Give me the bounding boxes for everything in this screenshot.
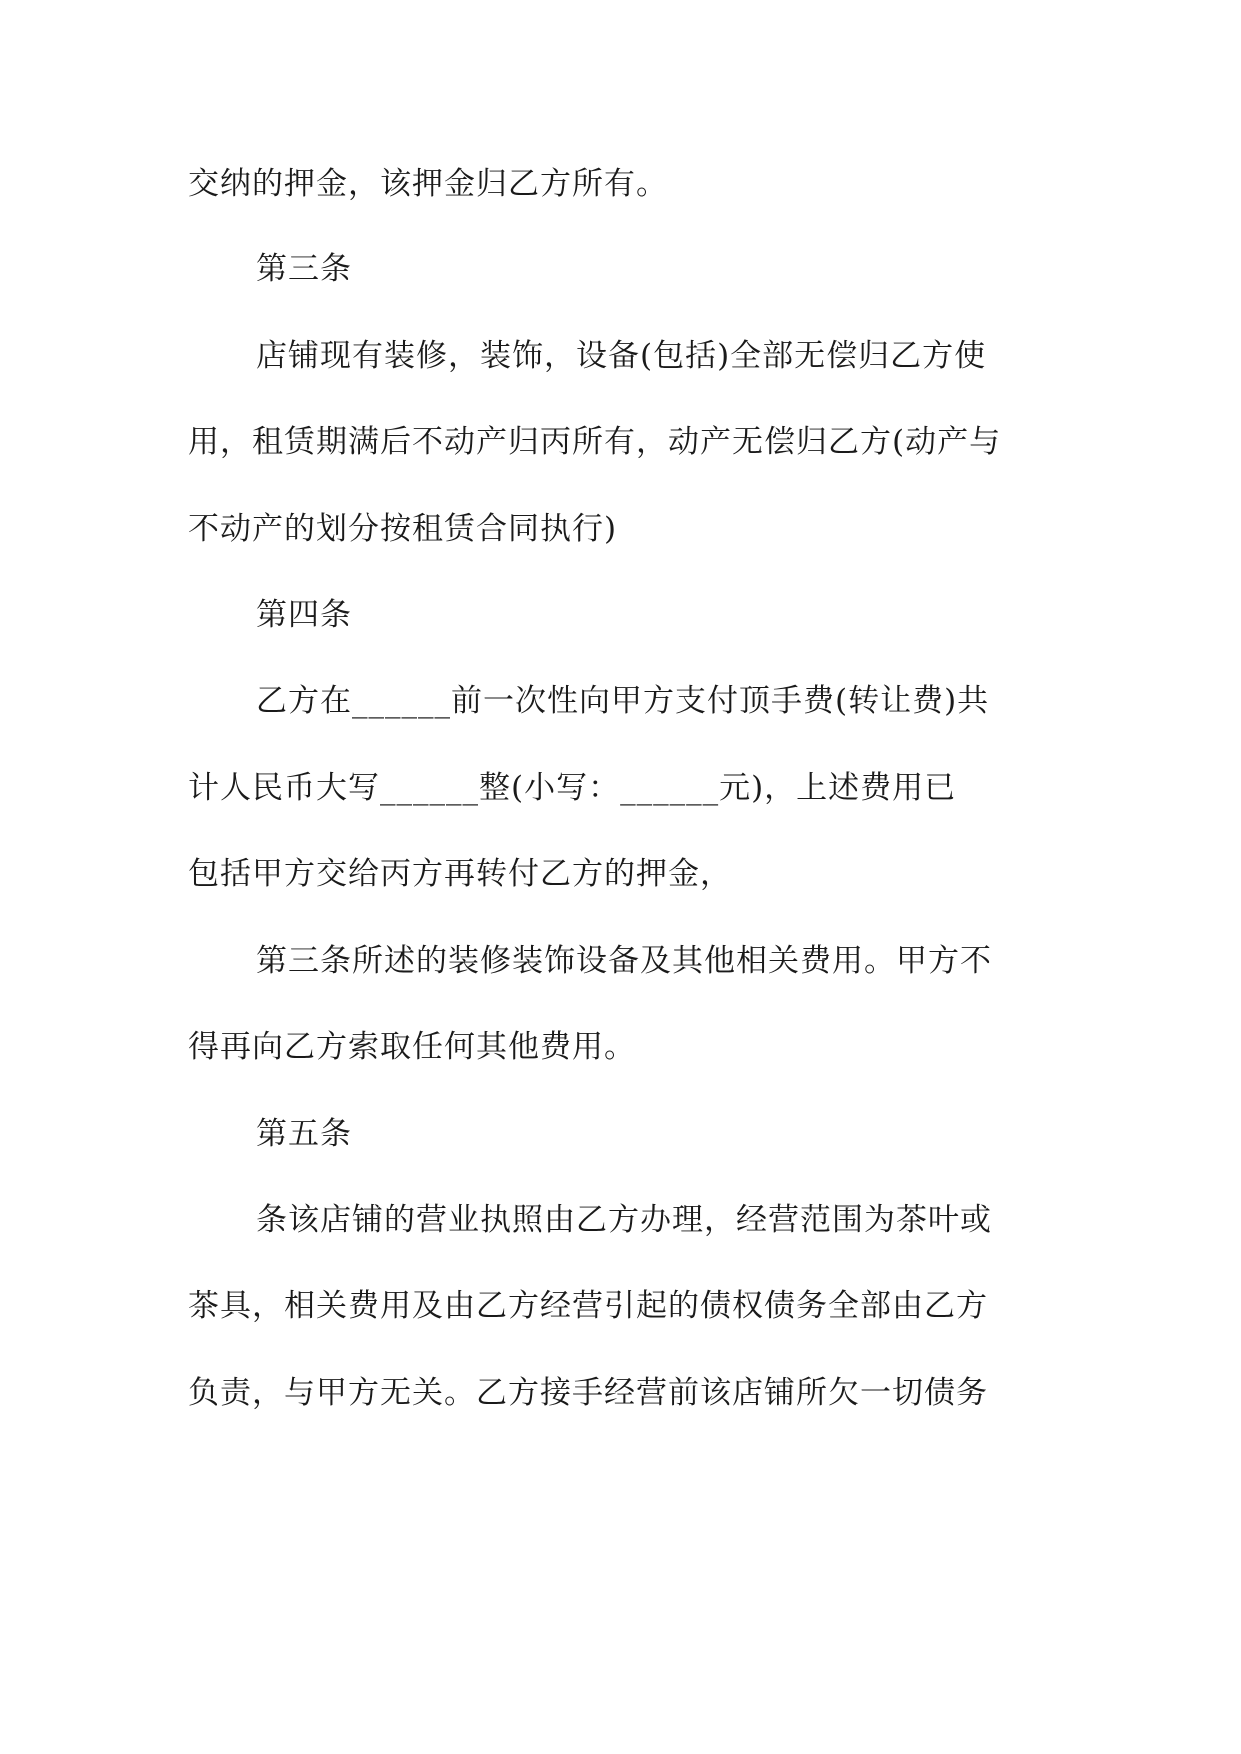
text-line-14: 茶具，相关费用及由乙方经营引起的债权债务全部由乙方 xyxy=(188,1288,988,1324)
text-line-15: 负责，与甲方无关。乙方接手经营前该店铺所欠一切债务 xyxy=(188,1375,988,1411)
text-line-3: 店铺现有装修，装饰，设备(包括)全部无偿归乙方使 xyxy=(256,338,987,374)
text-line-1: 交纳的押金，该押金归乙方所有。 xyxy=(188,166,668,202)
text-line-9: 包括甲方交给丙方再转付乙方的押金， xyxy=(188,856,732,892)
article-heading-3: 第三条 xyxy=(256,251,352,287)
text-line-8: 计人民币大写______整(小写：______元)，上述费用已 xyxy=(188,770,957,806)
text-line-7: 乙方在______前一次性向甲方支付顶手费(转让费)共 xyxy=(256,683,990,719)
article-heading-5: 第五条 xyxy=(256,1116,352,1152)
text-line-4: 用，租赁期满后不动产归丙所有，动产无偿归乙方(动产与 xyxy=(188,424,1002,460)
text-line-5: 不动产的划分按租赁合同执行) xyxy=(188,511,618,547)
text-line-13: 条该店铺的营业执照由乙方办理，经营范围为茶叶或 xyxy=(256,1202,992,1238)
text-line-11: 得再向乙方索取任何其他费用。 xyxy=(188,1029,636,1065)
article-heading-4: 第四条 xyxy=(256,597,352,633)
text-line-10: 第三条所述的装修装饰设备及其他相关费用。甲方不 xyxy=(256,943,992,979)
